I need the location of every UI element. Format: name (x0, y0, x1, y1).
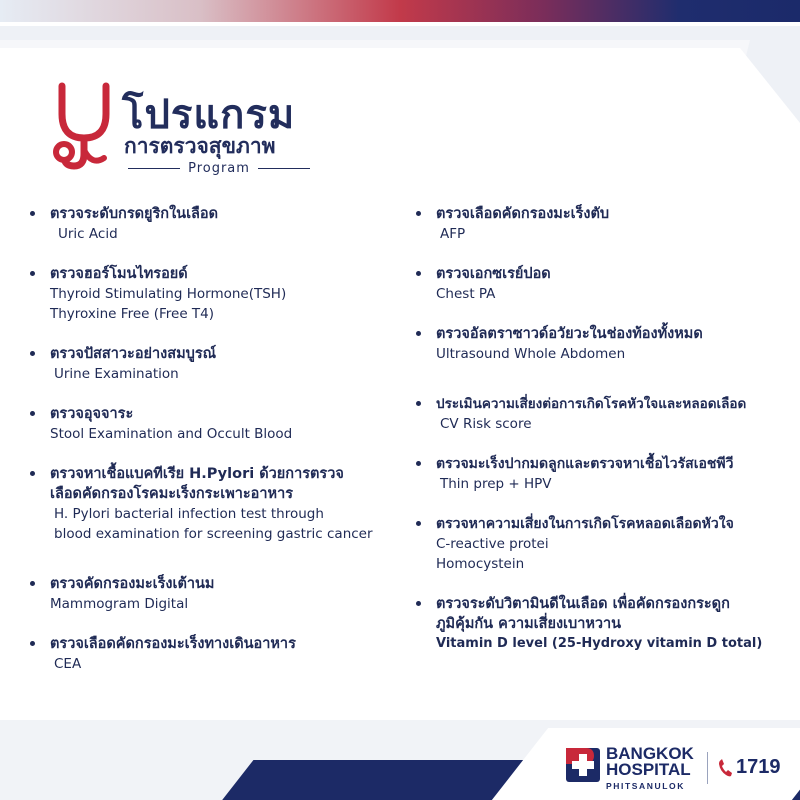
right-column (416, 204, 800, 664)
bullet (416, 331, 421, 336)
footer-divider (707, 752, 708, 784)
item-english-label: Chest PA (436, 286, 496, 302)
item-thai-label: ตรวจเอกซเรย์ปอด (436, 266, 551, 282)
bullet (30, 211, 35, 216)
list-item (30, 634, 410, 684)
item-english-label: Stool Examination and Occult Blood (50, 426, 293, 442)
list-item (30, 404, 410, 464)
divider-line (258, 168, 310, 169)
bullet (416, 521, 421, 526)
bullet (416, 211, 421, 216)
list-item (30, 344, 410, 404)
item-thai-label: ตรวจฮอร์โมนไทรอยด์ (50, 266, 188, 282)
list-item (30, 264, 410, 344)
item-thai-label: เลือดคัดกรองโรคมะเร็งกระเพาะอาหาร (50, 486, 294, 502)
bullet (30, 411, 35, 416)
item-thai-label: ตรวจระดับกรดยูริกในเลือด (50, 206, 219, 222)
item-english-label: C-reactive protei (436, 536, 549, 552)
item-english-label: blood examination for screening gastric cancer (54, 526, 373, 542)
list-item (416, 394, 800, 454)
left-column (30, 204, 410, 684)
bullet (30, 471, 35, 476)
item-english-label: Uric Acid (58, 226, 118, 242)
item-english-label: CEA (54, 656, 82, 672)
bullet (30, 351, 35, 356)
bullet (416, 601, 421, 606)
item-thai-label: ภูมิคุ้มกัน ความเสี่ยงเบาหวาน (436, 616, 622, 632)
bullet (416, 401, 421, 406)
item-thai-label: ตรวจหาเชื้อแบคทีเรีย H.Pylori ด้วยการตรวจ (50, 466, 344, 482)
item-thai-label: ตรวจหาความเสี่ยงในการเกิดโรคหลอดเลือดหัวใจ (436, 516, 734, 532)
list-item (416, 514, 800, 594)
top-gradient-band (0, 0, 800, 22)
item-english-label: Thin prep + HPV (440, 476, 552, 492)
brand-line-2: HOSPITAL (606, 760, 691, 779)
list-item (30, 464, 410, 574)
bullet (30, 581, 35, 586)
phone-number[interactable]: 1719 (736, 756, 781, 778)
item-thai-label: ประเมินความเสี่ยงต่อการเกิดโรคหัวใจและหลอดเลือด (436, 396, 747, 412)
item-thai-label: ตรวจเลือดคัดกรองมะเร็งทางเดินอาหาร (50, 636, 296, 652)
divider-line (128, 168, 180, 169)
item-thai-label: ตรวจปัสสาวะอย่างสมบูรณ์ (50, 346, 217, 362)
list-item (416, 204, 800, 264)
item-thai-label: ตรวจระดับวิตามินดีในเลือด เพื่อคัดกรองกระดูก (436, 596, 730, 612)
page-title: โปรแกรม (122, 92, 296, 138)
list-item (416, 324, 800, 394)
item-thai-label: ตรวจมะเร็งปากมดลูกและตรวจหาเชื้อไวรัสเอชพีวี (436, 456, 734, 472)
bullet (416, 271, 421, 276)
phone-icon (718, 758, 734, 778)
program-label: Program (188, 160, 250, 176)
program-label-row (128, 160, 310, 176)
item-thai-label: ตรวจเลือดคัดกรองมะเร็งตับ (436, 206, 610, 222)
hospital-brand-name (606, 746, 694, 778)
item-english-label: AFP (440, 226, 466, 242)
item-english-label: Thyroxine Free (Free T4) (50, 306, 215, 322)
item-thai-label: ตรวจอุจจาระ (50, 406, 134, 422)
list-item (30, 574, 410, 634)
item-english-label: Vitamin D level (25-Hydroxy vitamin D total) (436, 636, 763, 651)
list-item (416, 454, 800, 514)
item-english-label: Homocystein (436, 556, 525, 572)
item-english-label: Mammogram Digital (50, 596, 189, 612)
item-english-label: Ultrasound Whole Abdomen (436, 346, 626, 362)
item-english-label: H. Pylori bacterial infection test through (54, 506, 324, 522)
list-item (416, 264, 800, 324)
list-item (30, 204, 410, 264)
bullet (416, 461, 421, 466)
bullet (30, 641, 35, 646)
item-english-label: Thyroid Stimulating Hormone(TSH) (50, 286, 287, 302)
hospital-logo-icon (566, 748, 600, 782)
item-english-label: Urine Examination (54, 366, 179, 382)
item-thai-label: ตรวจคัดกรองมะเร็งเต้านม (50, 576, 215, 592)
brand-line-1: BANGKOK (606, 744, 694, 763)
stethoscope-icon (52, 80, 128, 172)
hospital-branch: PHITSANULOK (606, 781, 685, 791)
list-item (416, 594, 800, 664)
item-thai-label: ตรวจอัลตราซาวด์อวัยวะในช่องท้องทั้งหมด (436, 326, 703, 342)
page-subtitle: การตรวจสุขภาพ (124, 134, 276, 158)
item-english-label: CV Risk score (440, 416, 532, 432)
bullet (30, 271, 35, 276)
